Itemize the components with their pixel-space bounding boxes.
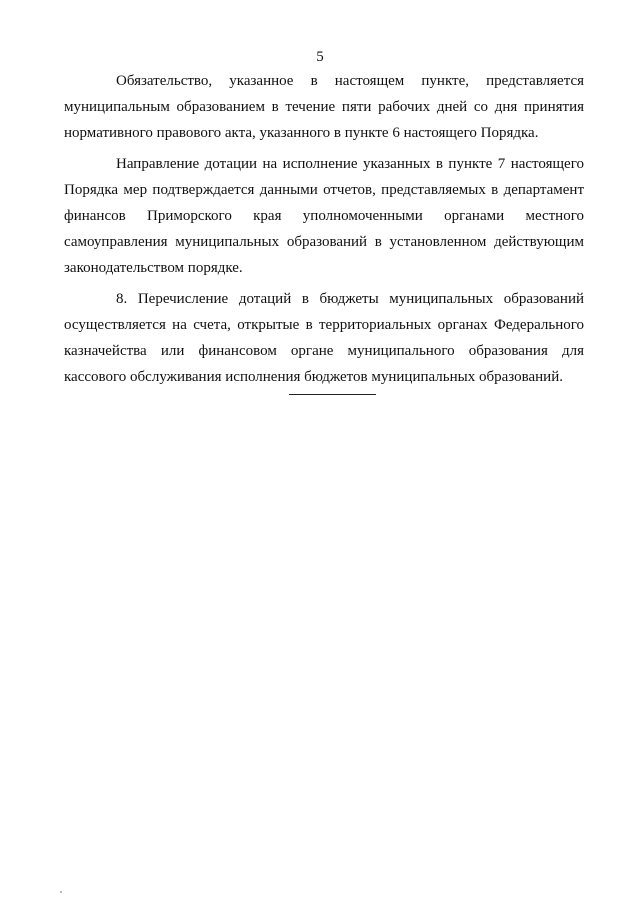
page-number: 5 (316, 49, 324, 65)
paragraph-subsidy-transfer: 8. Перечисление дотаций в бюджеты муниципальных образований осуществляется на счета, открытые в территориальных органах Федерального казначейства или финансовом органе муниципального образования для кассового обслуживания исполнения бюджетов муниципальных образований. (64, 291, 584, 385)
document-body (64, 68, 584, 395)
paragraph-obligation: Обязательство, указанное в настоящем пункте, представляется муниципальным образованием в течение пяти рабочих дней со дня принятия нормативного правового акта, указанного в пункте 6 настоящего Порядка. (64, 73, 584, 141)
end-of-document-rule (289, 394, 376, 395)
paragraph-subsidy-direction: Направление дотации на исполнение указанных в пункте 7 настоящего Порядка мер подтверждается данными отчетов, представляемых в департамент финансов Приморского края уполномоченными органами местного самоуправления муниципальных образований в установленном действующим законодательством порядке. (64, 156, 584, 276)
scan-dot (60, 891, 62, 893)
